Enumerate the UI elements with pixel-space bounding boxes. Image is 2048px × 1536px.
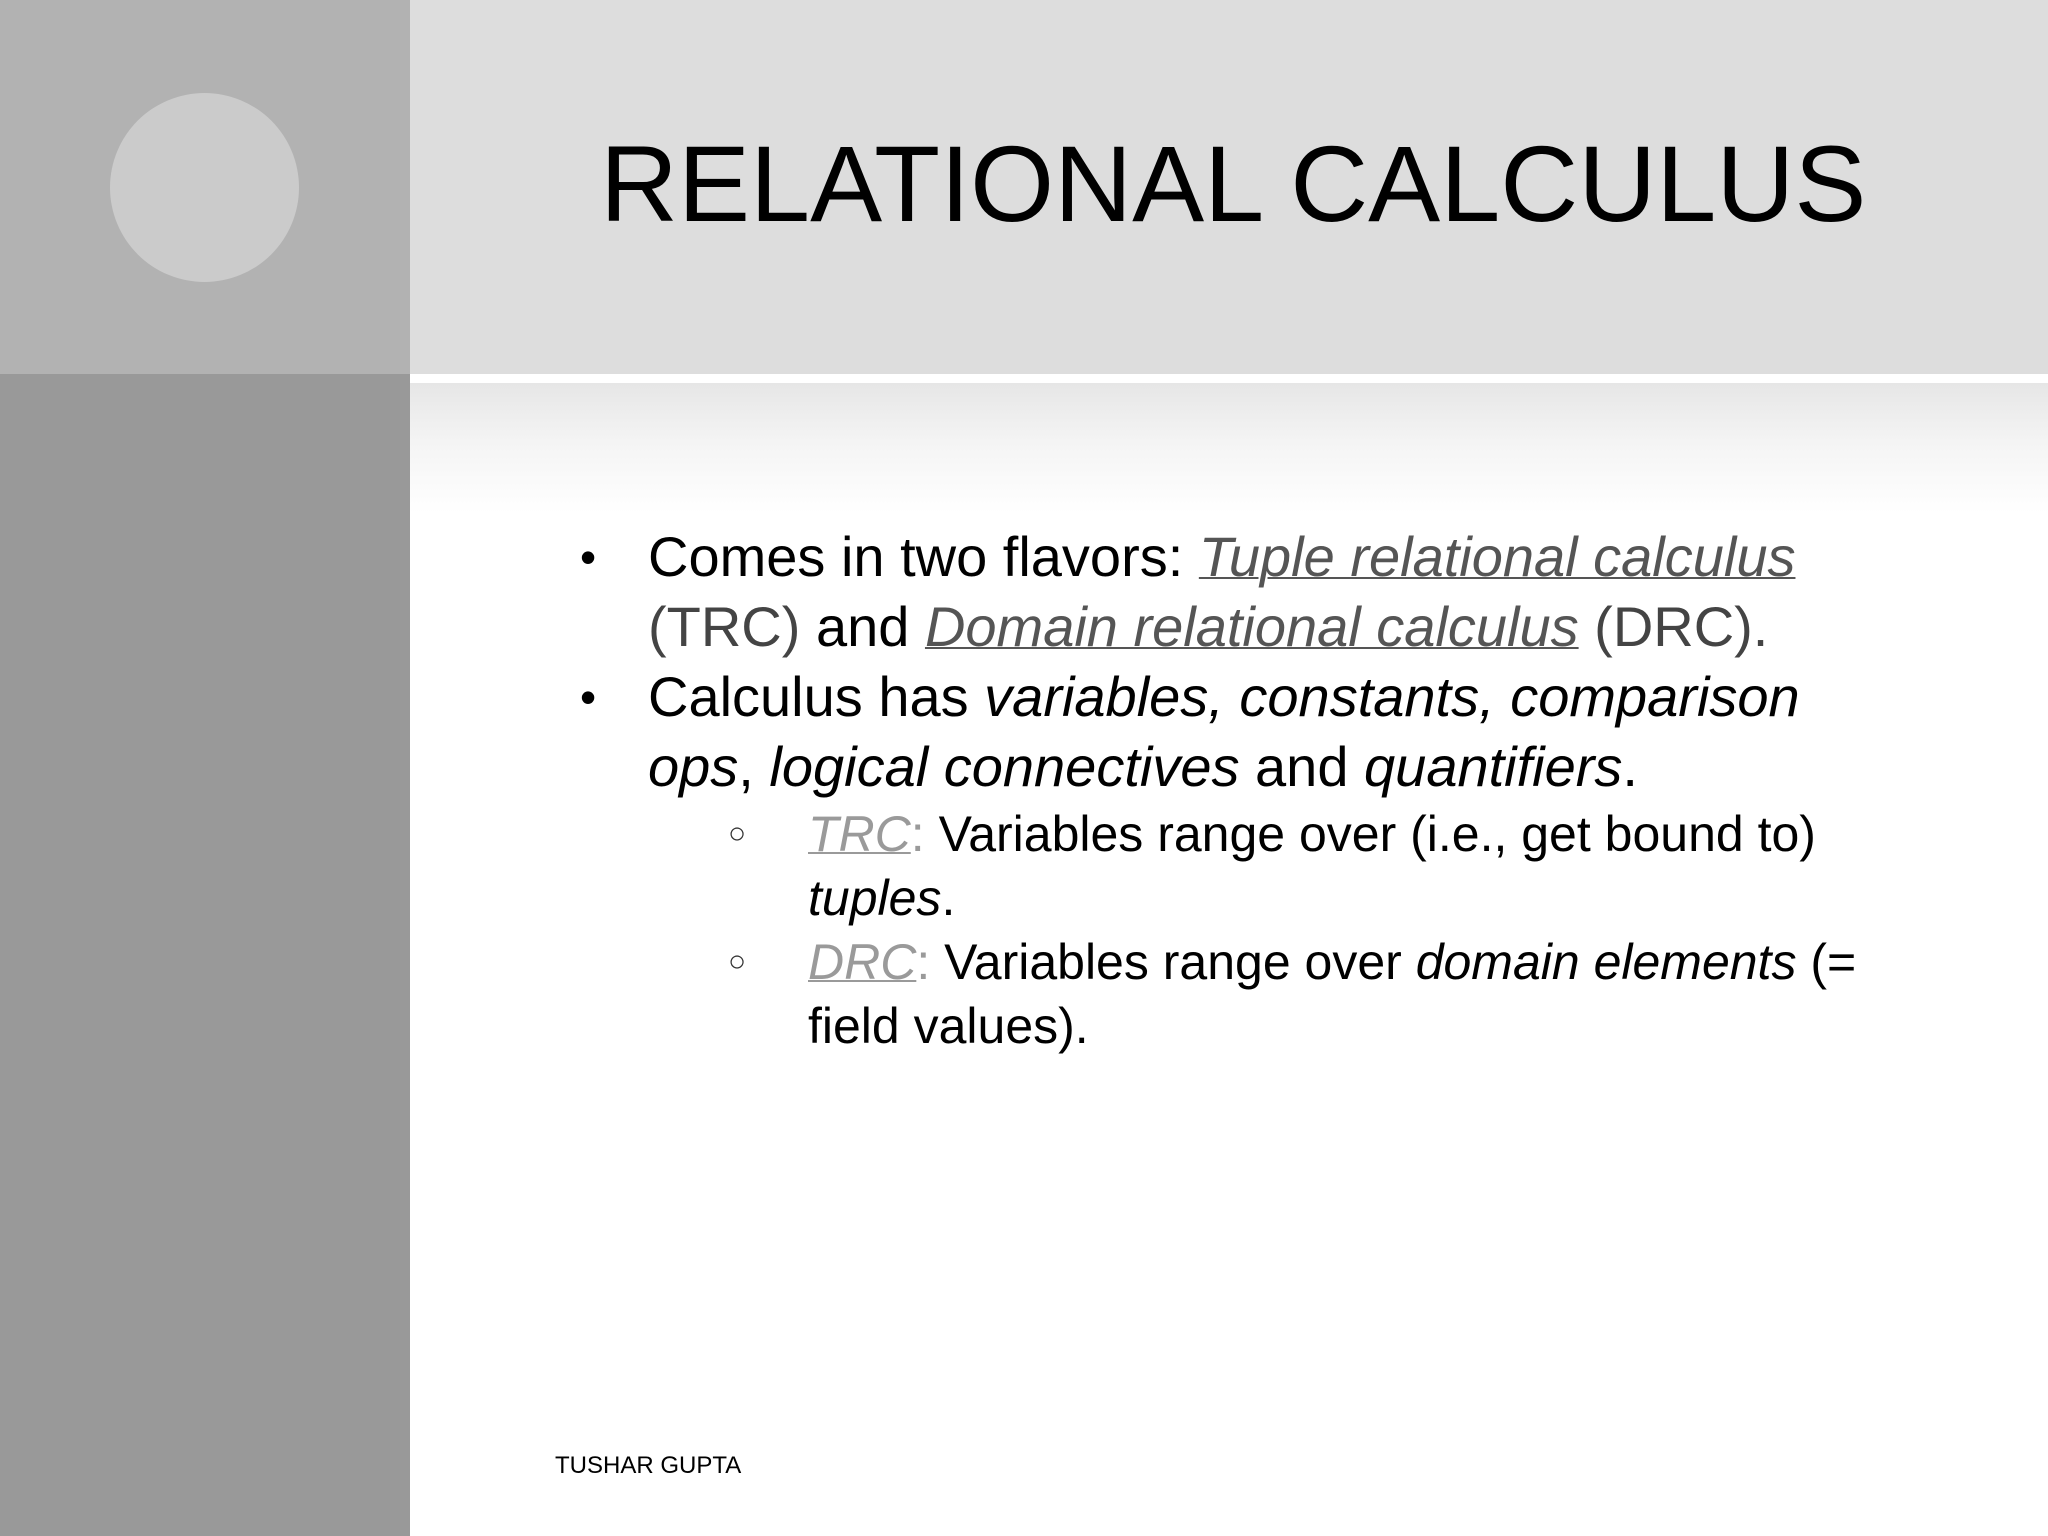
sub-bullet-text: .	[941, 870, 956, 926]
trc-link[interactable]: TRC	[808, 806, 911, 862]
colon: :	[910, 806, 925, 862]
header-shadow	[410, 383, 2048, 513]
italic-text: domain elements	[1415, 934, 1797, 990]
drc-link[interactable]: DRC	[808, 934, 917, 990]
bullet-text: and	[800, 595, 925, 658]
left-panel-bottom	[0, 374, 410, 1536]
sub-bullet-trc	[728, 802, 1920, 930]
sub-bullet-text: (= field values).	[808, 934, 1857, 1054]
bullet-text: Comes in two flavors:	[648, 525, 1199, 588]
slide-content	[580, 522, 1920, 1058]
domain-relational-calculus-link[interactable]: Domain relational calculus	[924, 595, 1579, 658]
bullet-text: and	[1239, 735, 1365, 798]
sub-bullet-drc	[728, 930, 1920, 1058]
italic-text: quantifiers	[1364, 735, 1623, 798]
decorative-circle	[110, 93, 299, 282]
italic-text: tuples	[808, 870, 942, 926]
sub-bullet-text: Variables range over (i.e., get bound to)	[924, 806, 1816, 862]
italic-text: logical connectives	[769, 735, 1240, 798]
slide-title: RELATIONAL CALCULUS	[600, 123, 1867, 244]
colon: :	[916, 934, 931, 990]
divider-line	[410, 374, 2048, 383]
sub-bullet-marker: ○	[728, 945, 747, 978]
bullet-text: Calculus has	[648, 665, 985, 728]
sub-bullet-text: Variables range over	[930, 934, 1416, 990]
drc-abbrev: (DRC).	[1578, 595, 1769, 658]
bullet-item-calculus	[580, 662, 1920, 802]
bullet-text: ,	[738, 735, 770, 798]
italic-text: variables, constants, comparison ops	[648, 665, 1800, 798]
bullet-marker: •	[580, 671, 597, 723]
bullet-marker: •	[580, 531, 597, 583]
trc-abbrev: (TRC)	[648, 595, 801, 658]
bullet-item-flavors	[580, 522, 1920, 662]
sub-bullet-marker: ○	[728, 817, 747, 850]
footer-author: TUSHAR GUPTA	[555, 1452, 742, 1479]
tuple-relational-calculus-link[interactable]: Tuple relational calculus	[1198, 525, 1796, 588]
bullet-text: .	[1622, 735, 1638, 798]
